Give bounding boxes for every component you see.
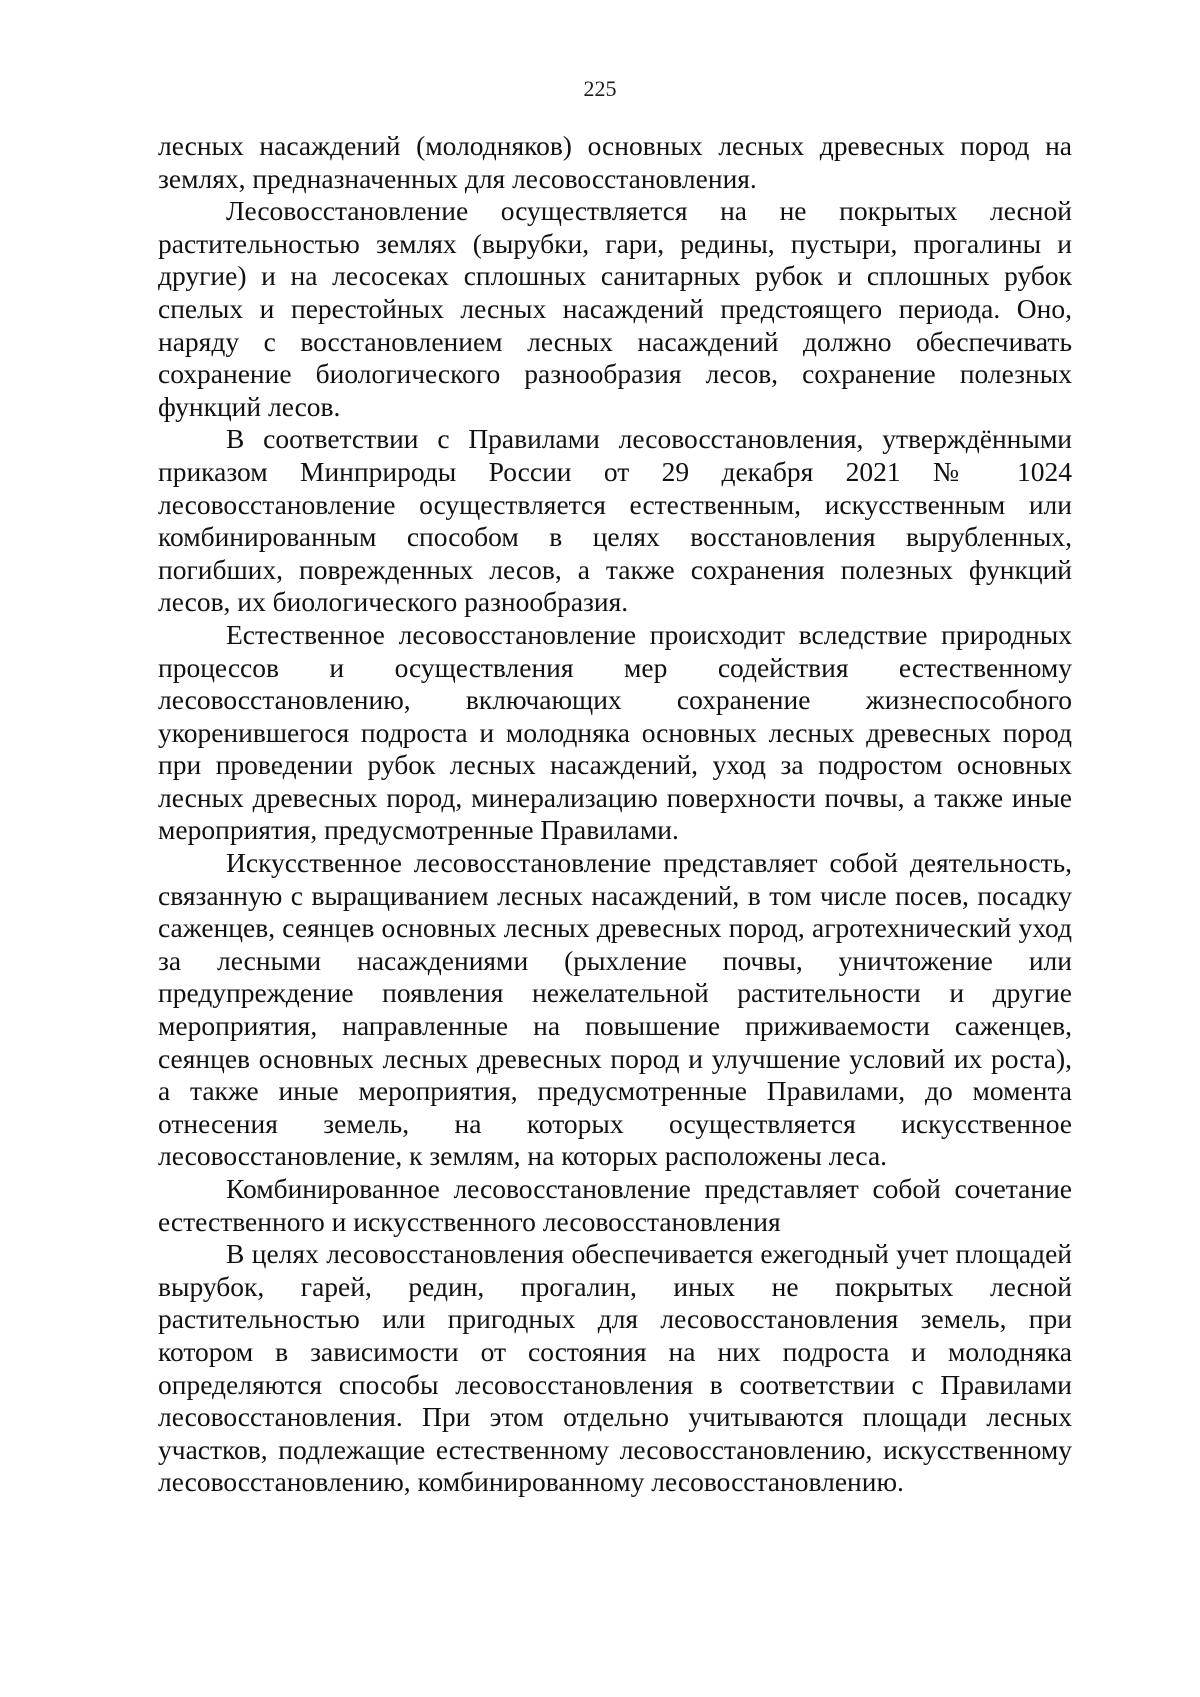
document-body [158,130,1072,1499]
paragraph-annual-accounting: В целях лесовосстановления обеспечивается ежегодный учет площадей вырубок, гарей, редин, прогалин, иных не покрытых лесной растительностью или пригодных для лесовосстановления земель, при котором в зависимости от состояния на них подроста и молодняка определяются способы лесовосстановления в соответствии с Правилами лесовосстановления. При этом отдельно учитываются площади лесных участков, подлежащие естественному лесовосстановлению, искусственному лесовосстановлению, комбинированному лесовосстановлению. [158,1238,1072,1498]
paragraph-natural-reforestation: Естественное лесовосстановление происходит вследствие природных процессов и осуществления мер содействия естественному лесовосстановлению, включающих сохранение жизнеспособного укоренившегося подроста и молодняка основных лесных древесных пород при проведении рубок лесных насаждений, уход за подростом основных лесных древесных пород, минерализацию поверхности почвы, а также иные мероприятия, предусмотренные Правилами. [158,618,1072,846]
paragraph-artificial-reforestation: Искусственное лесовосстановление представляет собой деятельность, связанную с выращиванием лесных насаждений, в том числе посев, посадку саженцев, сеянцев основных лесных древесных пород, агротехнический уход за лесными насаждениями (рыхление почвы, уничтожение или предупреждение появления нежелательной растительности и другие мероприятия, направленные на повышение приживаемости саженцев, сеянцев основных лесных древесных пород и улучшение условий их роста), а также иные мероприятия, предусмотренные Правилами, до момента отнесения земель, на которых осуществляется искусственное лесовосстановление, к землям, на которых расположены леса. [158,847,1072,1172]
paragraph-combined-reforestation: Комбинированное лесовосстановление представляет собой сочетание естественного и искусственного лесовосстановления [158,1173,1072,1237]
paragraph-continuation: лесных насаждений (молодняков) основных лесных древесных пород на землях, предназначенных для лесовосстановления. [158,130,1072,194]
paragraph-rules-reference: В соответствии с Правилами лесовосстановления, утверждёнными приказом Минприроды России от 29 декабря 2021 № 1024 лесовосстановление осуществляется естественным, искусственным или комбинированным способом в целях восстановления вырубленных, погибших, поврежденных лесов, а также сохранения полезных функций лесов, их биологического разнообразия. [158,423,1072,618]
paragraph-reforestation-lands: Лесовосстановление осуществляется на не покрытых лесной растительностью землях (вырубки, гари, редины, пустыри, прогалины и другие) и на лесосеках сплошных санитарных рубок и сплошных рубок спелых и перестойных лесных насаждений предстоящего периода. Оно, наряду с восстановлением лесных насаждений должно обеспечивать сохранение биологического разнообразия лесов, сохранение полезных функций лесов. [158,195,1072,422]
page-number: 225 [583,76,617,101]
